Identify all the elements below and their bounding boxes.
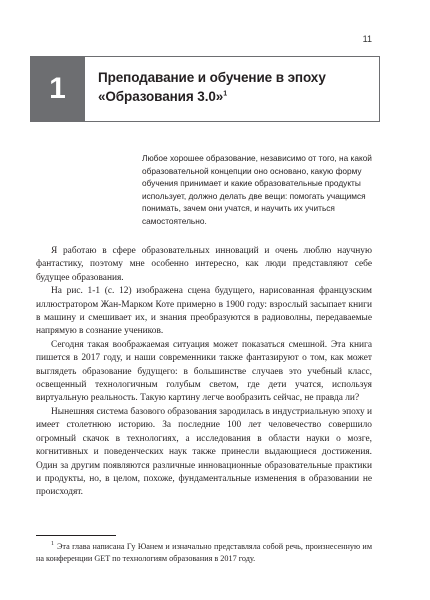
body-text bbox=[36, 245, 372, 500]
body-paragraph: На рис. 1-1 (с. 12) изображена сцена будущего, нарисованная французским иллюстратором Жан-Марком Коте примерно в 1900 году: взрослый засыпает книги в машину и смешивает их, и знания преобразуются в радиоволны, передаваемые напрямую в сознание учеников. bbox=[36, 286, 372, 337]
footnote-text: Эта глава написана Гу Юанем и изначально представляла собой речь, произнесенную им на конференции GET по технологиям образования в 2017 году. bbox=[36, 542, 372, 563]
epigraph: Любое хорошее образование, независимо от того, на какой образовательной концепции оно основано, какую форму обучения принимает и какие образовательные продукты использует, должно делать две вещи: помогать учащимся понимать, зачем они учатся, и научить их учиться самостоятельно. bbox=[142, 153, 372, 226]
body-paragraph: Нынешняя система базового образования зародилась в индустриальную эпоху и имеет столетнюю историю. За последние 100 лет человечество совершило огромный скачок в технологиях, а исследования в области науки о мозге, когнитивных и поведенческих наук также принесли выдающиеся достижения. Один за другим появляются различные инновационные образовательные практики и продукты, но, в целом, похоже, фундаментальные изменения в образовании не происходят. bbox=[36, 406, 373, 498]
chapter-title-block bbox=[98, 68, 368, 106]
chapter-number-box bbox=[30, 56, 85, 122]
chapter-title-footnote-mark: 1 bbox=[223, 90, 227, 98]
footnote-mark: 1 bbox=[51, 541, 54, 548]
chapter-title: Преподавание и обучение в эпоху «Образования 3.0» bbox=[98, 70, 326, 104]
body-paragraph: Я работаю в сфере образовательных инноваций и очень люблю научную фантастику, поэтому мне особенно интересно, как люди представляют себе будущее образования. bbox=[36, 246, 372, 283]
footnote-divider bbox=[36, 535, 116, 536]
footnote bbox=[36, 541, 372, 565]
chapter-number: 1 bbox=[49, 72, 66, 105]
page-number: 11 bbox=[362, 34, 372, 44]
body-paragraph: Сегодня такая воображаемая ситуация может показаться смешной. Эта книга пишется в 2017 году, и наши современники также фантазируют о том, как может выглядеть образование будущего: в большинстве случаев это учебный класс, освещенный технологичным голубым светом, где дети учатся, используя виртуальную реальность. Такую картину легче вообразить сейчас, не правда ли? bbox=[36, 339, 372, 404]
